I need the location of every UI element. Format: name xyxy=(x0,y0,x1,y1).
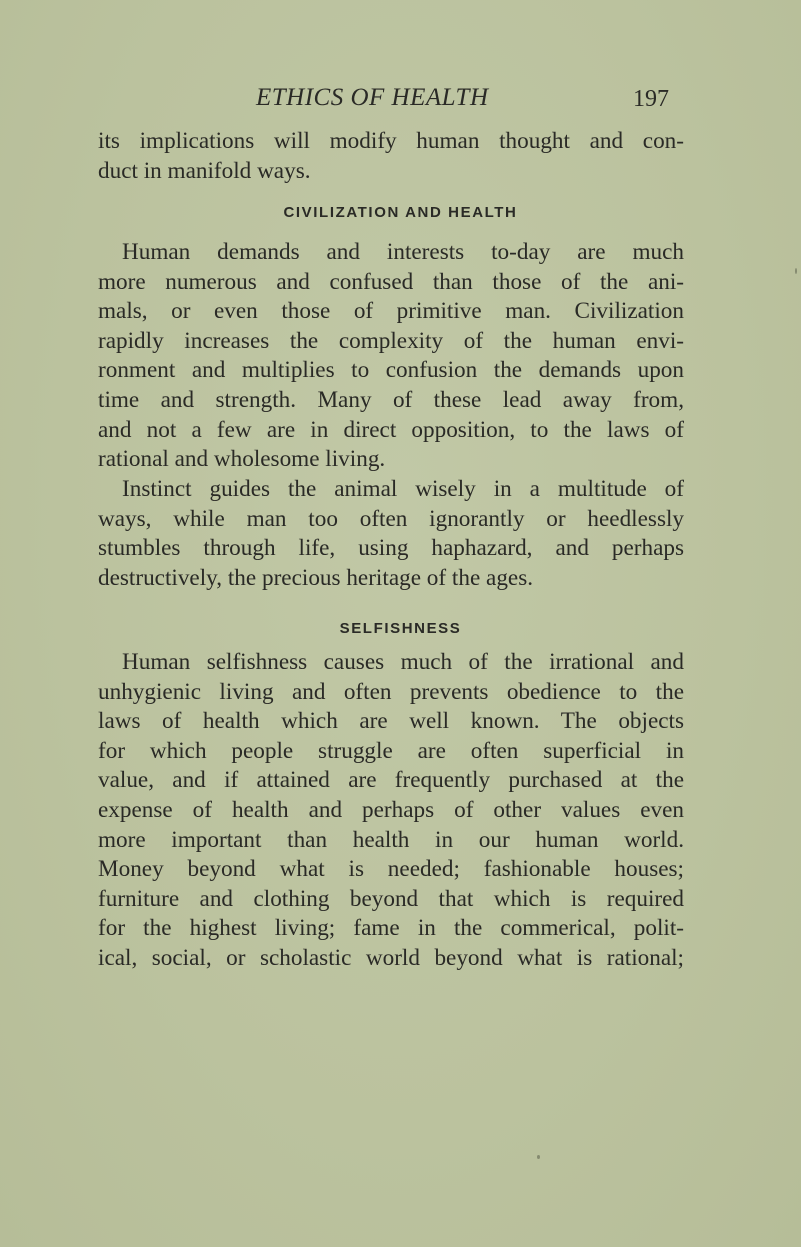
text-line: Money beyond what is needed; fashionable houses; xyxy=(98,856,684,883)
text-line: rational and wholesome living. xyxy=(98,446,386,473)
text-line: for which people struggle are often superficial in xyxy=(98,737,684,764)
page-number: 197 xyxy=(633,86,669,112)
text-line: its implications will modify human thought and con- xyxy=(98,128,684,154)
paragraph xyxy=(98,475,684,593)
paragraph xyxy=(98,238,684,475)
opening-paragraph xyxy=(98,127,684,186)
section-heading: SELFISHNESS xyxy=(339,620,462,637)
text-line: furniture and clothing beyond that which is required xyxy=(98,885,684,912)
text-line: Human selfishness causes much of the irrational and xyxy=(122,649,684,675)
text-line: value, and if attained are frequently purchased at the xyxy=(98,767,684,794)
text-line: ways, while man too often ignorantly or heedlessly xyxy=(98,505,684,532)
text-line: for the highest living; fame in the commerical, polit- xyxy=(98,915,684,942)
text-line: destructively, the precious heritage of the ages. xyxy=(98,564,534,591)
text-line: stumbles through life, using haphazard, and perhaps xyxy=(98,535,684,562)
text-line: ronment and multiplies to confusion the demands upon xyxy=(98,357,684,384)
text-line: duct in manifold ways. xyxy=(98,157,311,184)
text-line: rapidly increases the complexity of the human envi- xyxy=(98,327,684,354)
text-line: unhygienic living and often prevents obedience to the xyxy=(98,678,684,705)
text-line: Human demands and interests to-day are much xyxy=(122,239,684,265)
paper-speck xyxy=(795,268,797,274)
text-line: mals, or even those of primitive man. Civilization xyxy=(98,298,684,325)
text-line: ical, social, or scholastic world beyond what is rational; xyxy=(98,944,684,971)
section-heading: CIVILIZATION AND HEALTH xyxy=(283,204,518,221)
text-line: expense of health and perhaps of other values even xyxy=(98,796,684,823)
text-line: more numerous and confused than those of the ani- xyxy=(98,268,684,295)
text-line: time and strength. Many of these lead away from, xyxy=(98,386,684,413)
paragraph xyxy=(98,648,684,974)
page-header xyxy=(0,84,801,116)
text-line: more important than health in our human world. xyxy=(98,826,684,853)
text-line: and not a few are in direct opposition, to the laws of xyxy=(98,416,684,443)
text-line: laws of health which are well known. The objects xyxy=(98,708,684,735)
text-line: Instinct guides the animal wisely in a multitude of xyxy=(122,476,684,502)
running-title: ETHICS OF HEALTH xyxy=(256,84,489,111)
paper-speck xyxy=(537,1155,540,1159)
